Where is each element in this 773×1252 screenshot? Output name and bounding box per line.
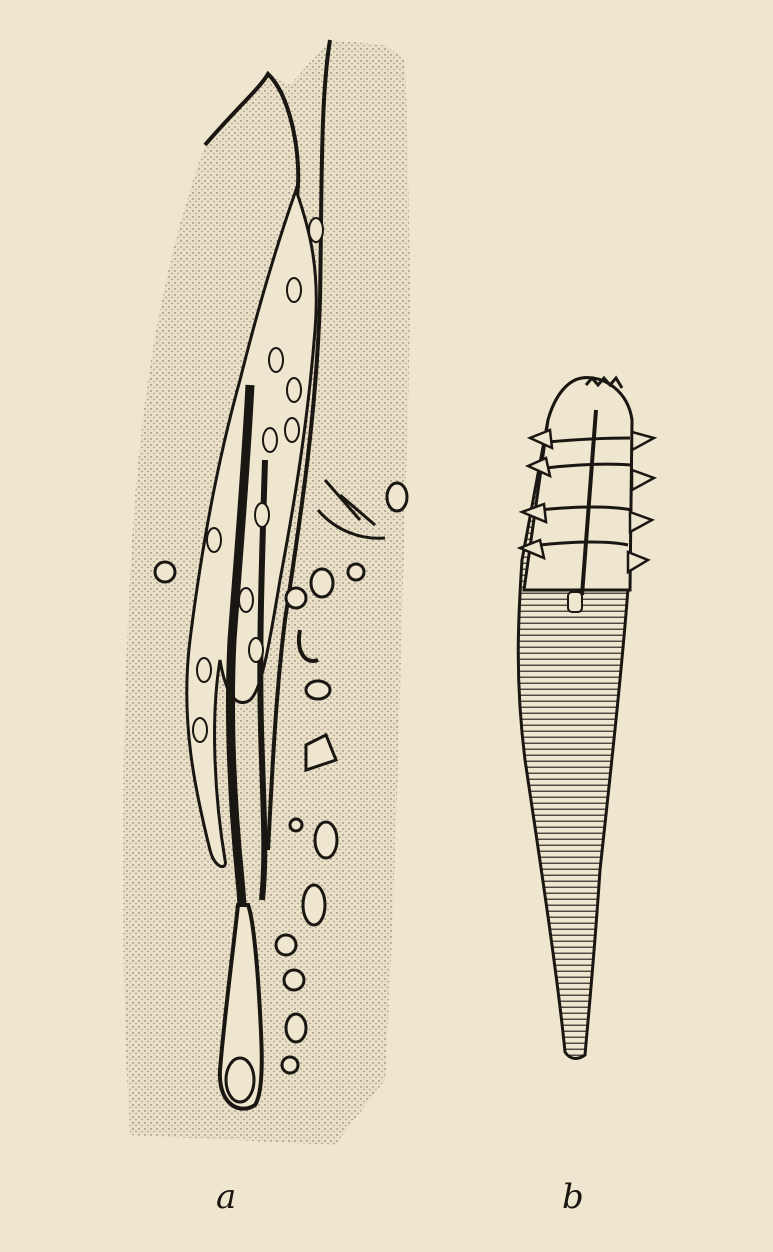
figure-b-demodex-mite [518,378,654,1059]
figure-label-a: a [216,1177,237,1217]
figure-label-b: b [562,1177,584,1217]
figure-a-follicle-section [123,40,410,1145]
mite-cephalothorax [524,378,632,590]
